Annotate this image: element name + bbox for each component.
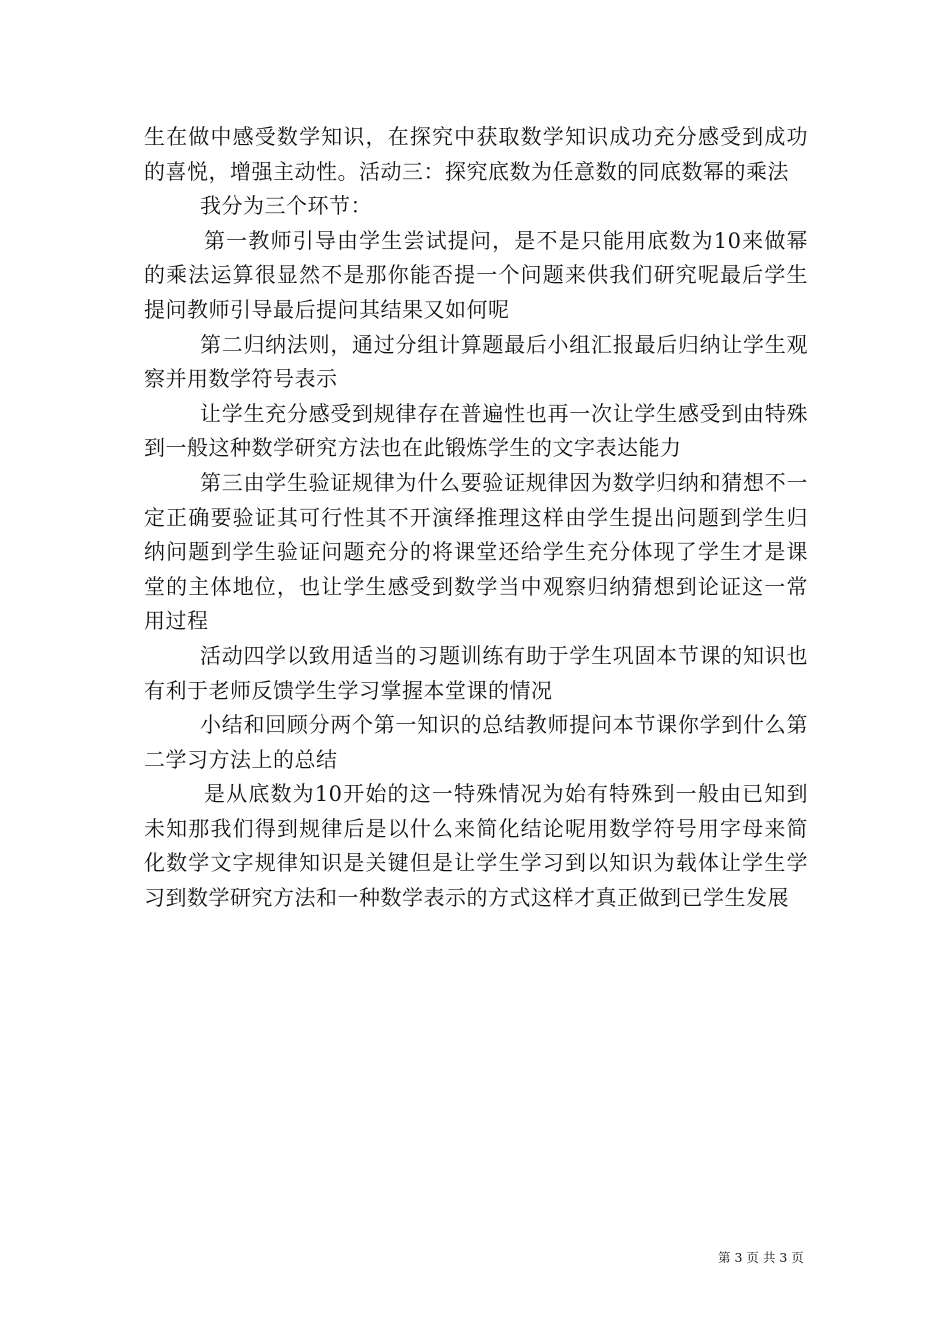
page-number-footer: 第 3 页 共 3 页	[718, 1250, 804, 1265]
document-body	[144, 120, 808, 916]
paragraph-step-two: 第二归纳法则，通过分组计算题最后小组汇报最后归纳让学生观察并用数学符号表示	[144, 332, 808, 392]
paragraph-conclusion: 是从底数为10开始的这一特殊情况为始有特殊到一般由已知到未知那我们得到规律后是以什么来简化结论呢用数学符号用字母来简化数学文字规律知识是关键但是让学生学习到以知识为载体让学生学习到数学研究方法和一种数学表示的方式这样才真正做到已学生发展	[144, 782, 808, 911]
paragraph-three-steps: 我分为三个环节：	[200, 194, 372, 219]
paragraph-summary: 小结和回顾分两个第一知识的总结教师提问本节课你学到什么第二学习方法上的总结	[144, 713, 808, 772]
paragraph-universality: 让学生充分感受到规律存在普遍性也再一次让学生感受到由特殊到一般这种数学研究方法也在此锻炼学生的文字表达能力	[144, 401, 808, 461]
paragraph-step-one: 第一教师引导由学生尝试提问，是不是只能用底数为10来做幂的乘法运算很显然不是那你能否提一个问题来供我们研究呢最后学生提问教师引导最后提问其结果又如何呢	[144, 228, 808, 322]
paragraph-step-three: 第三由学生验证规律为什么要验证规律因为数学归纳和猜想不一定正确要验证其可行性其不开演绎推理这样由学生提出问题到学生归纳问题到学生验证问题充分的将课堂还给学生充分体现了学生才是课堂的主体地位，也让学生感受到数学当中观察归纳猜想到论证这一常用过程	[144, 470, 808, 634]
paragraph-activity-four: 活动四学以致用适当的习题训练有助于学生巩固本节课的知识也有利于老师反馈学生学习掌握本堂课的情况	[144, 643, 808, 703]
paragraph-continuation: 生在做中感受数学知识，在探究中获取数学知识成功充分感受到成功的喜悦，增强主动性。活动三：探究底数为任意数的同底数幂的乘法	[144, 125, 808, 184]
